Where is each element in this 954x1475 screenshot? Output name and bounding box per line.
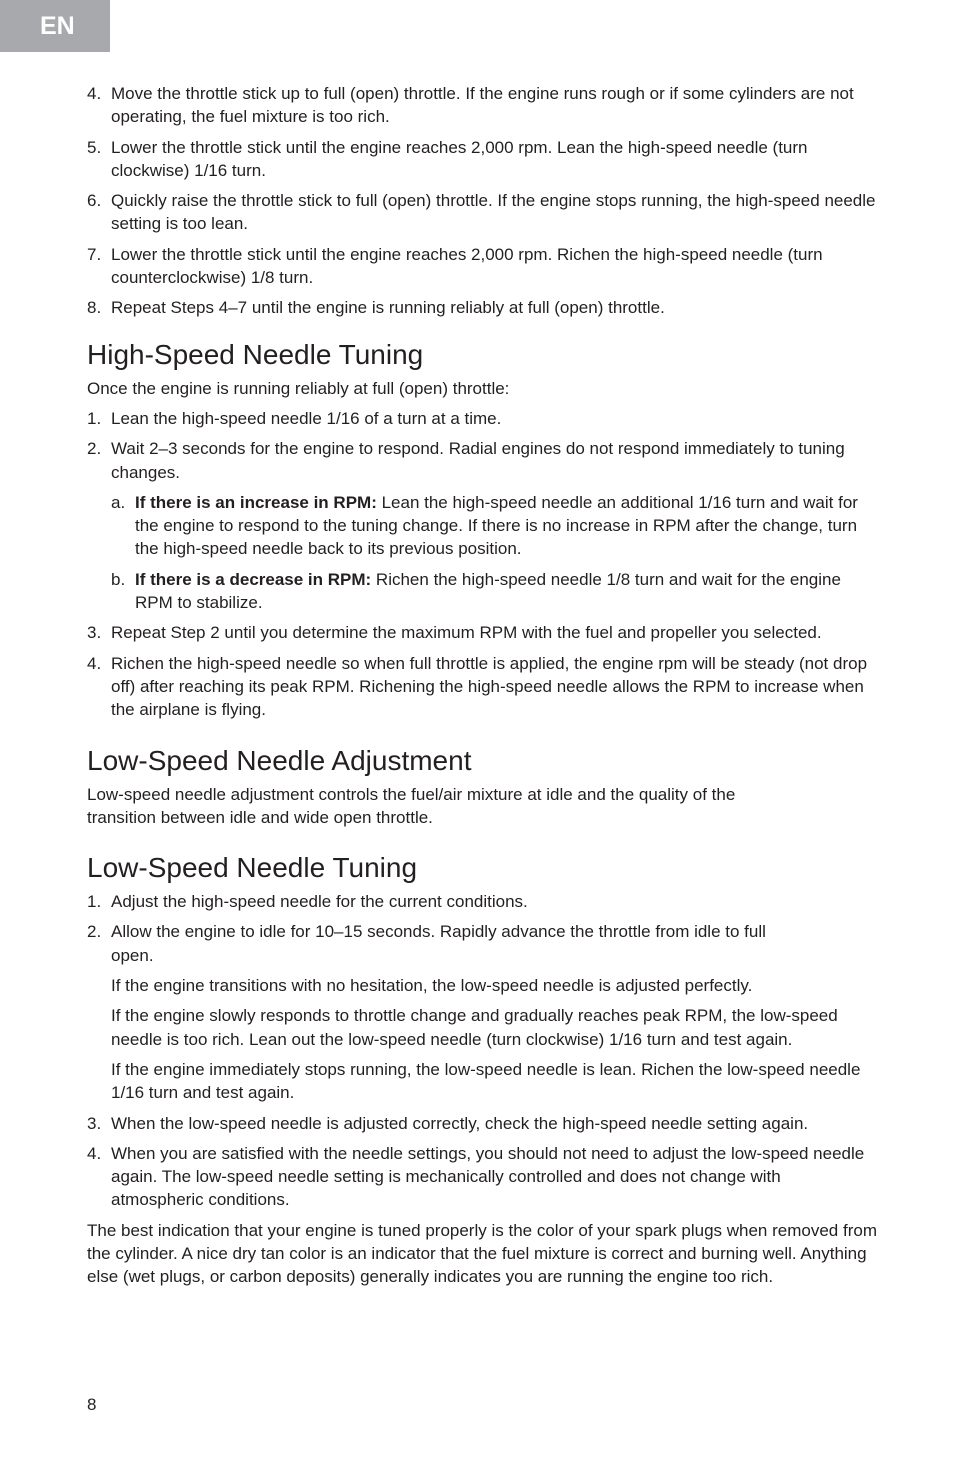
step-text: Adjust the high-speed needle for the current conditions.	[111, 892, 528, 912]
sub-step-condition: If there is an increase in RPM:	[135, 492, 377, 512]
step-note: If the engine slowly responds to throttle change and gradually reaches peak RPM, the low-speed needle is too rich. Lean out the low-speed needle (turn clockwise) 1/16 turn and test again.	[111, 1006, 838, 1049]
step-text: Lower the throttle stick until the engine reaches 2,000 rpm. Richen the high-speed needle (turn counterclockwise) 1/8 turn.	[111, 244, 823, 288]
step-note: If the engine transitions with no hesitation, the low-speed needle is adjusted perfectly.	[111, 976, 753, 996]
step-text: When the low-speed needle is adjusted correctly, check the high-speed needle setting again.	[111, 1113, 809, 1133]
step-number: 8.	[87, 298, 102, 318]
step-number: 6.	[87, 191, 102, 211]
step-note: If the engine immediately stops running, the low-speed needle is lean. Richen the low-speed needle 1/16 turn and test again.	[111, 1059, 861, 1103]
section-intro: Once the engine is running reliably at full (open) throttle:	[87, 378, 510, 398]
page-number: 8	[87, 1395, 97, 1414]
step-text: Wait 2–3 seconds for the engine to respond. Radial engines do not respond immediately to tuning changes.	[111, 439, 845, 482]
step-number: 2.	[87, 439, 102, 459]
list-item	[87, 1112, 877, 1135]
sub-step-condition: If there is a decrease in RPM:	[135, 569, 372, 589]
language-tab: EN	[0, 0, 110, 52]
list-item	[87, 621, 877, 644]
list-item	[87, 890, 877, 913]
step-number: 1.	[87, 892, 102, 912]
list-item	[87, 437, 877, 484]
section-paragraph: Low-speed needle adjustment controls the fuel/air mixture at idle and the quality of the transition between idle and wide open throttle.	[87, 784, 736, 827]
step-text: Repeat Step 2 until you determine the maximum RPM with the fuel and propeller you selected.	[111, 623, 822, 643]
list-item	[87, 82, 877, 129]
list-item	[87, 189, 877, 236]
step-text: When you are satisfied with the needle settings, you should not need to adjust the low-speed needle again. The low-speed needle setting is mechanically controlled and does not change with atmospheric conditions.	[111, 1143, 865, 1210]
step-number: 4.	[87, 1143, 102, 1163]
list-item	[87, 243, 877, 290]
sub-list-item	[87, 491, 877, 561]
step-text: Richen the high-speed needle so when full throttle is applied, the engine rpm will be steady (not drop off) after reaching its peak RPM. Richening the high-speed needle allows the RPM to increase when the airplane is flying.	[111, 653, 868, 720]
section-heading-low-speed-tuning: Low-Speed Needle Tuning	[87, 852, 418, 884]
list-item	[87, 407, 877, 430]
section-heading-low-speed-adjustment: Low-Speed Needle Adjustment	[87, 744, 472, 776]
list-item	[87, 652, 877, 722]
step-number: 4.	[87, 84, 102, 103]
step-number: 1.	[87, 408, 102, 428]
sub-step-text: Richen the high-speed needle 1/8 turn and wait for the engine RPM to stabilize.	[135, 569, 841, 613]
step-number: 7.	[87, 244, 102, 264]
closing-paragraph: The best indication that your engine is tuned properly is the color of your spark plugs when removed from the cylinder. A nice dry tan color is an indicator that the fuel mixture is correct and burning well. Anything else (wet plugs, or carbon deposits) generally indicates you are running the engine too rich.	[87, 1220, 877, 1287]
step-number: 4.	[87, 653, 102, 673]
step-number: 3.	[87, 623, 102, 643]
sub-step-letter: a.	[111, 492, 126, 512]
list-item	[87, 920, 877, 967]
step-text: Lean the high-speed needle 1/16 of a turn at a time.	[111, 408, 502, 428]
sub-step-letter: b.	[111, 569, 126, 589]
step-number: 2.	[87, 922, 102, 942]
sub-step-text: Lean the high-speed needle an additional 1/16 turn and wait for the engine to respond to the tuning change. If there is no increase in RPM after the change, turn the high-speed needle back to its previous position.	[135, 492, 858, 559]
page-content	[87, 82, 877, 1296]
step-text: Repeat Steps 4–7 until the engine is running reliably at full (open) throttle.	[111, 298, 665, 318]
step-text: Allow the engine to idle for 10–15 seconds. Rapidly advance the throttle from idle to full open.	[111, 922, 766, 965]
step-number: 3.	[87, 1113, 102, 1133]
step-text: Quickly raise the throttle stick to full (open) throttle. If the engine stops running, the high-speed needle setting is too lean.	[111, 191, 876, 234]
step-text: Lower the throttle stick until the engine reaches 2,000 rpm. Lean the high-speed needle (turn clockwise) 1/16 turn.	[111, 137, 808, 180]
section-heading-high-speed-tuning: High-Speed Needle Tuning	[87, 338, 424, 370]
intro-steps-list	[87, 82, 877, 320]
list-item	[87, 136, 877, 183]
step-number: 5.	[87, 137, 102, 157]
step-text: Move the throttle stick up to full (open) throttle. If the engine runs rough or if some cylinders are not operating, the fuel mixture is too rich.	[111, 84, 854, 127]
list-item	[87, 296, 877, 319]
sub-list-item	[87, 568, 877, 615]
list-item	[87, 1142, 877, 1212]
